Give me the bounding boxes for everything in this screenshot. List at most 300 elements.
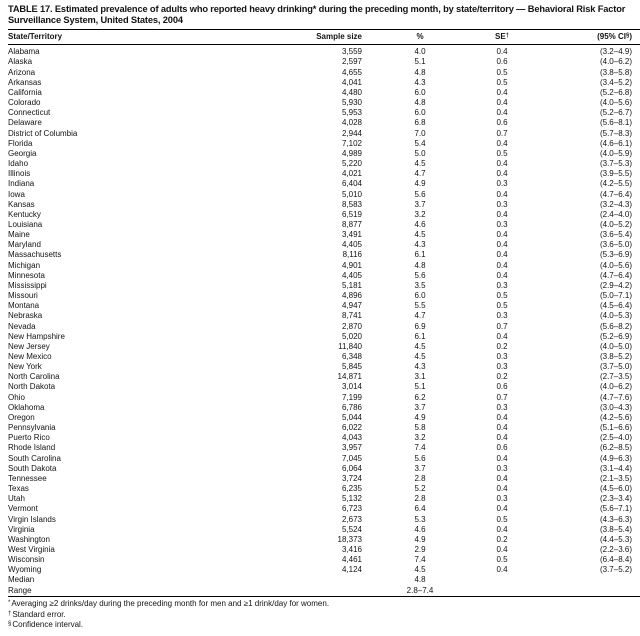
se-cell: 0.5 <box>496 514 508 524</box>
state-cell: Wyoming <box>8 565 42 575</box>
percent-cell: 5.0 <box>414 148 426 158</box>
table-row <box>8 443 640 453</box>
sample-size-cell: 5,845 <box>341 362 362 372</box>
sample-size-cell: 4,655 <box>341 67 362 77</box>
state-cell: Arkansas <box>8 77 42 87</box>
state-cell: Pennsylvania <box>8 423 56 433</box>
table-row <box>8 332 640 342</box>
ci-cell: (4.0–5.6) <box>599 260 632 270</box>
table-row <box>8 78 640 88</box>
sample-size-cell: 3,724 <box>341 473 362 483</box>
se-cell: 0.3 <box>496 179 508 189</box>
table-row <box>8 200 640 210</box>
table-row <box>8 210 640 220</box>
se-cell: 0.6 <box>496 118 508 128</box>
table-row <box>8 149 640 159</box>
table-header <box>8 29 640 45</box>
state-cell: Alabama <box>8 47 40 57</box>
sample-size-cell: 8,583 <box>341 199 362 209</box>
se-cell: 0.3 <box>496 199 508 209</box>
percent-cell: 3.7 <box>414 402 426 412</box>
se-cell: 0.4 <box>496 260 508 270</box>
ci-cell: (5.3–6.9) <box>599 250 632 260</box>
ci-cell: (4.7–6.4) <box>599 189 632 199</box>
ci-cell: (5.2–6.9) <box>599 331 632 341</box>
se-cell: 0.4 <box>496 423 508 433</box>
table-row <box>8 159 640 169</box>
dagger-footnote-marker: † <box>505 33 509 40</box>
ci-cell: (4.0–5.2) <box>599 219 632 229</box>
percent-cell: 4.0 <box>414 47 426 57</box>
col-header-ci <box>526 29 640 45</box>
sample-size-cell: 6,519 <box>341 209 362 219</box>
sample-size-cell: 2,597 <box>341 57 362 67</box>
percent-cell: 6.0 <box>414 87 426 97</box>
ci-cell: (3.8–5.2) <box>599 352 632 361</box>
table-row <box>8 372 640 382</box>
table-row <box>8 291 640 301</box>
state-cell: Tennessee <box>8 473 47 483</box>
table-row <box>8 555 640 565</box>
state-cell: Nevada <box>8 321 36 331</box>
table-row <box>8 281 640 291</box>
percent-cell: 4.3 <box>414 240 426 250</box>
percent-cell: 6.1 <box>414 331 426 341</box>
table-row <box>8 494 640 504</box>
sample-size-cell: 2,944 <box>341 128 362 138</box>
se-cell: 0.4 <box>496 270 508 280</box>
table-body <box>8 45 640 596</box>
ci-cell: (4.0–6.2) <box>599 382 632 392</box>
table-row <box>8 342 640 352</box>
sample-size-cell: 6,022 <box>341 423 362 433</box>
se-cell: 0.4 <box>496 87 508 97</box>
sample-size-cell: 6,348 <box>341 352 362 361</box>
footnote-marker: § <box>8 620 12 627</box>
footnote <box>8 620 634 630</box>
sample-size-cell: 5,953 <box>341 108 362 118</box>
state-cell: Mississippi <box>8 280 47 290</box>
percent-cell: 2.8 <box>414 473 426 483</box>
percent-cell: 5.5 <box>414 301 426 311</box>
sample-size-cell: 4,405 <box>341 240 362 250</box>
col-header-state-territory: State/Territory <box>8 32 63 42</box>
table-row <box>8 504 640 514</box>
col-header-se <box>478 29 526 45</box>
state-cell: Colorado <box>8 98 41 108</box>
table-row <box>8 240 640 250</box>
ci-cell: (5.6–7.1) <box>599 504 632 514</box>
se-cell: 0.4 <box>496 331 508 341</box>
percent-cell: 3.5 <box>414 280 426 290</box>
sample-size-cell: 8,877 <box>341 219 362 229</box>
percent-cell: 4.3 <box>414 362 426 372</box>
state-cell: Wisconsin <box>8 555 45 565</box>
sample-size-cell: 4,947 <box>341 301 362 311</box>
table-row <box>8 352 640 362</box>
state-cell: South Dakota <box>8 463 57 473</box>
state-cell: Maine <box>8 230 30 240</box>
sample-size-cell: 5,020 <box>341 331 362 341</box>
table-row <box>8 108 640 118</box>
table-row <box>8 565 640 575</box>
sample-size-cell: 3,014 <box>341 382 362 392</box>
ci-cell: (3.4–5.2) <box>599 77 632 87</box>
table-row <box>8 261 640 271</box>
state-cell: West Virginia <box>8 544 55 554</box>
state-cell: Florida <box>8 138 33 148</box>
sample-size-cell: 7,102 <box>341 138 362 148</box>
se-cell: 0.4 <box>496 159 508 169</box>
ci-cell: (2.9–4.2) <box>599 280 632 290</box>
state-cell: Texas <box>8 484 29 494</box>
table-row <box>8 393 640 403</box>
ci-cell: (3.7–5.0) <box>599 362 632 372</box>
ci-cell: (2.1–3.5) <box>599 473 632 483</box>
ci-cell: (5.6–8.1) <box>599 118 632 128</box>
table-row <box>8 129 640 139</box>
ci-cell: (2.3–3.4) <box>599 494 632 504</box>
percent-cell: 4.6 <box>414 219 426 229</box>
table-row <box>8 464 640 474</box>
state-cell: California <box>8 87 42 97</box>
state-cell: Puerto Rico <box>8 433 50 443</box>
se-cell: 0.4 <box>496 544 508 554</box>
table-row <box>8 220 640 230</box>
state-cell: Montana <box>8 301 40 311</box>
se-cell: 0.4 <box>496 108 508 118</box>
percent-cell: 3.1 <box>414 372 426 382</box>
se-cell: 0.3 <box>496 362 508 372</box>
state-cell: Median <box>8 575 35 585</box>
sample-size-cell: 5,132 <box>341 494 362 504</box>
sample-size-cell <box>305 586 362 597</box>
se-cell: 0.6 <box>496 443 508 453</box>
se-cell: 0.3 <box>496 280 508 290</box>
ci-cell: (4.0–6.2) <box>599 57 632 67</box>
table-row <box>8 250 640 260</box>
table-row <box>8 322 640 332</box>
se-cell: 0.4 <box>496 250 508 260</box>
table-row <box>8 179 640 189</box>
se-label: SE <box>494 32 506 42</box>
table-row <box>8 68 640 78</box>
se-cell: 0.2 <box>496 341 508 351</box>
se-cell: 0.7 <box>496 392 508 402</box>
ci-cell: (4.6–6.1) <box>599 138 632 148</box>
ci-cell: (4.5–6.0) <box>599 484 632 494</box>
table-row <box>8 403 640 413</box>
se-cell: 0.3 <box>496 463 508 473</box>
ci-cell <box>526 575 640 585</box>
state-cell: District of Columbia <box>8 128 78 138</box>
table-row <box>8 45 640 58</box>
ci-cell: (5.2–6.7) <box>599 108 632 118</box>
sample-size-cell: 5,010 <box>341 189 362 199</box>
ci-cell: (3.8–5.8) <box>599 67 632 77</box>
ci-cell: (5.2–6.8) <box>599 87 632 97</box>
sample-size-cell: 3,559 <box>341 47 362 57</box>
ci-cell: (6.2–8.5) <box>599 443 632 453</box>
footnote <box>8 610 634 620</box>
percent-cell: 5.6 <box>414 189 426 199</box>
state-cell: Virgin Islands <box>8 514 56 524</box>
percent-cell: 4.9 <box>414 412 426 422</box>
se-cell <box>478 586 526 597</box>
ci-cell: (3.6–5.0) <box>599 240 632 250</box>
table-row <box>8 169 640 179</box>
state-cell: Oregon <box>8 412 35 422</box>
percent-cell: 3.2 <box>414 433 426 443</box>
state-cell: Kentucky <box>8 209 41 219</box>
se-cell: 0.4 <box>496 484 508 494</box>
percent-cell: 6.0 <box>414 108 426 118</box>
table-row <box>8 271 640 281</box>
sample-size-cell: 4,480 <box>341 87 362 97</box>
table-row <box>8 545 640 555</box>
sample-size-cell: 4,124 <box>341 565 362 575</box>
ci-cell: (5.6–8.2) <box>599 321 632 331</box>
percent-cell: 5.1 <box>414 57 426 67</box>
percent-cell: 4.7 <box>414 311 426 321</box>
col-header-percent: % <box>416 32 424 42</box>
table-row <box>8 433 640 443</box>
footnote-marker: * <box>8 600 11 607</box>
table-row <box>8 139 640 149</box>
ci-cell: (3.6–5.4) <box>599 230 632 240</box>
ci-cell: (4.5–6.4) <box>599 301 632 311</box>
se-cell: 0.5 <box>496 555 508 565</box>
se-cell: 0.5 <box>496 67 508 77</box>
percent-cell: 6.9 <box>414 321 426 331</box>
percent-cell: 7.0 <box>414 128 426 138</box>
state-cell: New Jersey <box>8 341 50 351</box>
state-cell: Vermont <box>8 504 38 514</box>
state-cell: Missouri <box>8 291 38 301</box>
se-cell: 0.4 <box>496 473 508 483</box>
se-cell: 0.6 <box>496 382 508 392</box>
state-cell: Alaska <box>8 57 33 67</box>
sample-size-cell: 4,405 <box>341 270 362 280</box>
se-cell: 0.4 <box>496 209 508 219</box>
ci-cell: (2.7–3.5) <box>599 372 632 382</box>
sample-size-cell: 14,871 <box>337 372 362 382</box>
percent-cell: 4.8 <box>414 575 426 585</box>
sample-size-cell: 5,044 <box>341 412 362 422</box>
state-cell: Michigan <box>8 260 41 270</box>
ci-cell: (2.2–3.6) <box>599 544 632 554</box>
table-row <box>8 535 640 545</box>
percent-cell: 4.5 <box>414 230 426 240</box>
table-row <box>8 57 640 67</box>
state-cell: New Mexico <box>8 352 52 361</box>
percent-cell: 5.6 <box>414 270 426 280</box>
sample-size-cell: 4,901 <box>341 260 362 270</box>
state-cell: Delaware <box>8 118 42 128</box>
percent-cell: 7.4 <box>414 555 426 565</box>
table-row <box>8 190 640 200</box>
state-cell: North Dakota <box>8 382 56 392</box>
se-cell: 0.7 <box>496 321 508 331</box>
sample-size-cell: 4,461 <box>341 555 362 565</box>
percent-cell: 5.3 <box>414 514 426 524</box>
sample-size-cell: 6,064 <box>341 463 362 473</box>
se-cell: 0.4 <box>496 453 508 463</box>
sample-size-cell: 4,021 <box>341 169 362 179</box>
se-cell: 0.4 <box>496 433 508 443</box>
table-row <box>8 484 640 494</box>
percent-cell: 4.5 <box>414 565 426 575</box>
percent-cell: 5.8 <box>414 423 426 433</box>
ci-cell: (4.0–5.9) <box>599 148 632 158</box>
se-cell: 0.5 <box>496 148 508 158</box>
percent-cell: 4.5 <box>414 341 426 351</box>
ci-cell: (3.2–4.3) <box>599 199 632 209</box>
percent-cell: 5.2 <box>414 484 426 494</box>
table-row <box>8 118 640 128</box>
se-cell: 0.2 <box>496 372 508 382</box>
se-cell: 0.4 <box>496 138 508 148</box>
table-row <box>8 382 640 392</box>
ci-cell: (4.0–5.0) <box>599 341 632 351</box>
ci-cell: (6.4–8.4) <box>599 555 632 565</box>
state-cell: Indiana <box>8 179 35 189</box>
percent-cell: 7.4 <box>414 443 426 453</box>
percent-cell: 4.5 <box>414 159 426 169</box>
table-row <box>8 362 640 372</box>
percent-cell: 4.5 <box>414 352 426 361</box>
ci-cell: (4.7–7.6) <box>599 392 632 402</box>
percent-cell: 3.7 <box>414 199 426 209</box>
se-cell <box>478 575 526 585</box>
ci-cell: (3.9–5.5) <box>599 169 632 179</box>
state-cell: Louisiana <box>8 219 43 229</box>
ci-cell: (4.0–5.6) <box>599 98 632 108</box>
ci-cell: (4.9–6.3) <box>599 453 632 463</box>
se-cell: 0.4 <box>496 189 508 199</box>
table-row <box>8 230 640 240</box>
percent-cell: 5.6 <box>414 453 426 463</box>
sample-size-cell: 3,416 <box>341 544 362 554</box>
sample-size-cell: 4,043 <box>341 433 362 443</box>
percent-cell: 6.0 <box>414 291 426 301</box>
ci-cell: (5.7–8.3) <box>599 128 632 138</box>
sample-size-cell: 6,404 <box>341 179 362 189</box>
state-cell: Minnesota <box>8 270 45 280</box>
footnotes <box>8 597 634 630</box>
sample-size-cell: 4,041 <box>341 77 362 87</box>
footnote-marker: † <box>8 610 12 617</box>
state-cell: Kansas <box>8 199 35 209</box>
se-cell: 0.4 <box>496 524 508 534</box>
se-cell: 0.7 <box>496 128 508 138</box>
state-cell: Massachusetts <box>8 250 62 260</box>
table-row <box>8 413 640 423</box>
state-cell: Nebraska <box>8 311 43 321</box>
percent-cell: 4.8 <box>414 98 426 108</box>
ci-cell: (3.0–4.3) <box>599 402 632 412</box>
summary-row <box>8 586 640 597</box>
state-cell: Range <box>8 585 32 595</box>
sample-size-cell: 8,116 <box>342 250 362 260</box>
ci-cell: (3.1–4.4) <box>599 463 632 473</box>
sample-size-cell: 8,741 <box>341 311 362 321</box>
state-cell: Rhode Island <box>8 443 56 453</box>
state-cell: Ohio <box>8 392 25 402</box>
sample-size-cell: 4,989 <box>341 148 362 158</box>
ci-cell: (3.7–5.3) <box>599 159 632 169</box>
sample-size-cell: 5,220 <box>341 159 362 169</box>
state-cell: Iowa <box>8 189 25 199</box>
se-cell: 0.4 <box>496 565 508 575</box>
ci-cell: (5.1–6.6) <box>599 423 632 433</box>
sample-size-cell: 11,840 <box>338 341 362 351</box>
table-row <box>8 301 640 311</box>
ci-cell: (4.4–5.3) <box>599 534 632 544</box>
se-cell: 0.6 <box>496 57 508 67</box>
state-cell: South Carolina <box>8 453 61 463</box>
sample-size-cell: 3,491 <box>341 230 362 240</box>
percent-cell: 6.8 <box>414 118 426 128</box>
ci-label-close: ) <box>629 32 632 42</box>
sample-size-cell: 6,235 <box>341 484 362 494</box>
se-cell: 0.5 <box>496 291 508 301</box>
state-cell: Georgia <box>8 148 37 158</box>
table-row <box>8 98 640 108</box>
se-cell: 0.3 <box>496 219 508 229</box>
se-cell: 0.3 <box>496 402 508 412</box>
sample-size-cell: 7,199 <box>341 392 362 402</box>
table-row <box>8 423 640 433</box>
sample-size-cell: 4,896 <box>341 291 362 301</box>
sample-size-cell: 7,045 <box>341 453 362 463</box>
footnote-text: Standard error. <box>12 609 66 619</box>
table-row <box>8 525 640 535</box>
ci-cell: (3.8–5.4) <box>599 524 632 534</box>
se-cell: 0.4 <box>496 169 508 179</box>
ci-cell: (3.7–5.2) <box>599 565 632 575</box>
percent-cell: 3.7 <box>414 463 426 473</box>
sample-size-cell: 2,673 <box>341 514 362 524</box>
table-row <box>8 88 640 98</box>
state-cell: Utah <box>8 494 25 504</box>
state-cell: Washington <box>8 534 50 544</box>
ci-label: (95% CI <box>597 32 626 42</box>
ci-cell: (4.2–5.5) <box>599 179 632 189</box>
ci-cell: (4.3–6.3) <box>599 514 632 524</box>
sample-size-cell: 6,723 <box>341 504 362 514</box>
prevalence-table <box>8 29 640 597</box>
se-cell: 0.5 <box>496 301 508 311</box>
se-cell: 0.3 <box>496 311 508 321</box>
percent-cell: 4.9 <box>414 534 426 544</box>
percent-cell: 4.3 <box>414 77 426 87</box>
table-row <box>8 311 640 321</box>
section-footnote-marker: § <box>625 33 630 40</box>
state-cell: North Carolina <box>8 372 60 382</box>
se-cell: 0.4 <box>496 230 508 240</box>
sample-size-cell: 6,786 <box>341 402 362 412</box>
footnote <box>8 599 634 609</box>
sample-size-cell <box>305 575 362 585</box>
table-title: TABLE 17. Estimated prevalence of adults who reported heavy drinking* during the preceding month, by state/territory — Behavioral Risk Factor Surveillance System, United States, 2004 <box>8 4 626 26</box>
percent-cell: 3.2 <box>414 209 426 219</box>
ci-cell: (3.2–4.9) <box>599 47 632 57</box>
percent-cell: 6.2 <box>414 392 426 402</box>
se-cell: 0.4 <box>496 412 508 422</box>
ci-cell: (2.4–4.0) <box>599 209 632 219</box>
percent-cell: 2.8–7.4 <box>406 585 434 595</box>
